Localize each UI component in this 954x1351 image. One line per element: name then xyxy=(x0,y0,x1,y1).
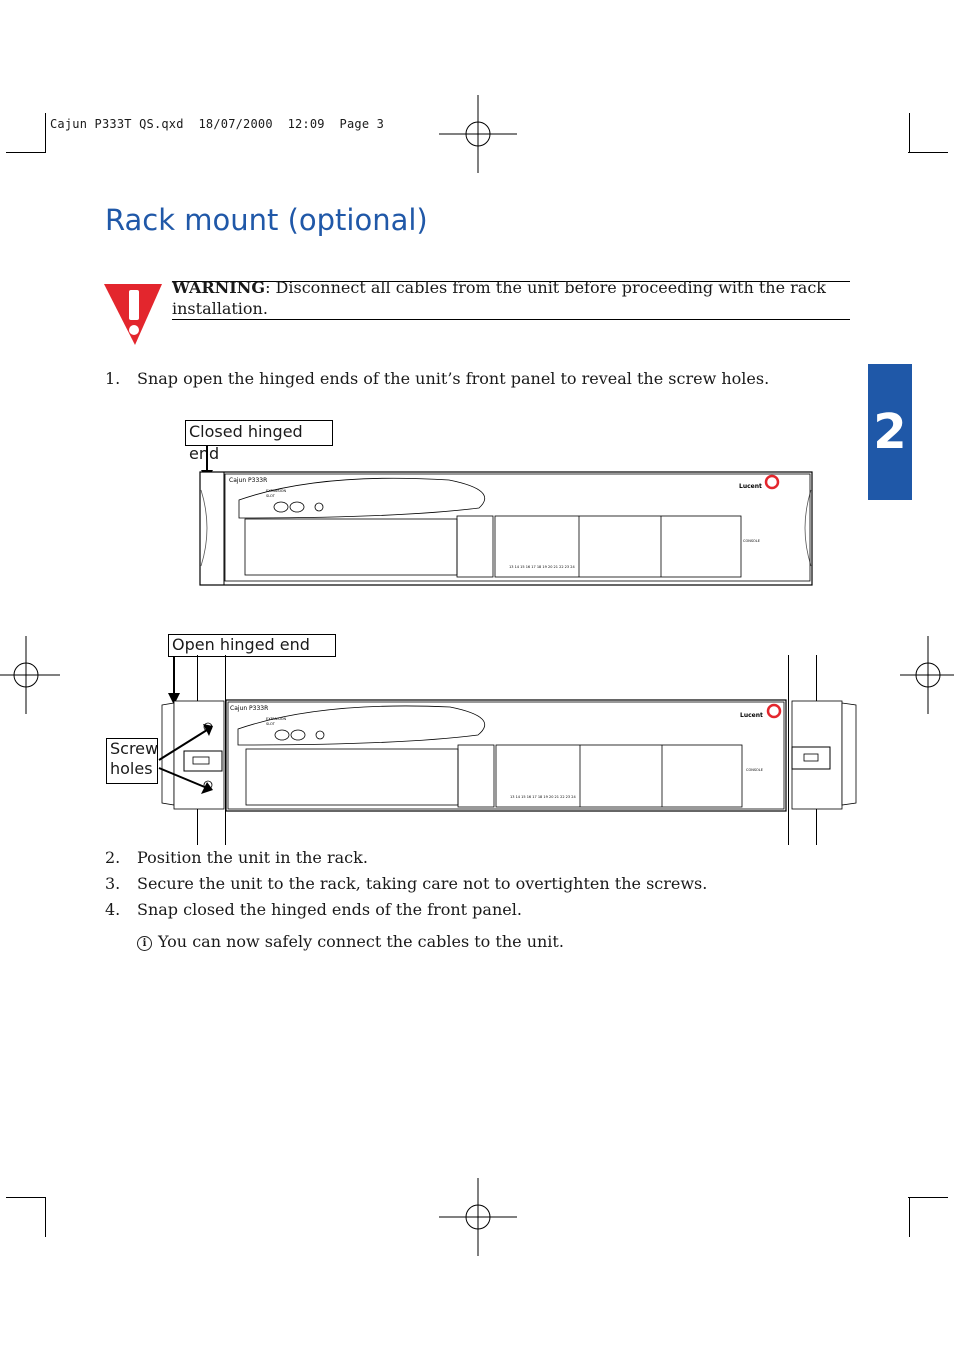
step-4 xyxy=(105,900,805,922)
crop-mark xyxy=(909,1197,910,1237)
warning-exclamation-icon xyxy=(104,280,162,346)
crop-mark xyxy=(45,113,46,153)
callout-screw-line2: holes xyxy=(110,759,153,778)
device-brand-label: Lucent xyxy=(740,712,763,719)
step-text: Snap open the hinged ends of the unit’s front panel to reveal the screw holes. xyxy=(137,369,770,388)
registration-mark-icon xyxy=(900,636,954,714)
svg-text:SLOT: SLOT xyxy=(266,722,275,726)
callout-screw-line1: Screw xyxy=(110,739,159,758)
file-header-line: Cajun P333T QS.qxd 18/07/2000 12:09 Page 3 xyxy=(50,117,385,131)
expansion-label: EXPANSION xyxy=(266,489,287,493)
callout-closed-hinged-end: Closed hinged end xyxy=(185,420,333,446)
svg-text:13 14 15 16 1: 13 14 15 16 17 18 19 20 21 22 23 24 xyxy=(509,565,575,569)
device-model-label: Cajun P333R xyxy=(230,705,269,712)
slot-label: SLOT xyxy=(266,494,275,498)
info-note xyxy=(137,932,564,952)
device-brand-label: Lucent xyxy=(739,483,762,490)
step-text: Position the unit in the rack. xyxy=(137,848,368,867)
registration-mark-icon xyxy=(439,95,517,173)
crop-mark xyxy=(6,1197,46,1198)
warning-bottom-rule xyxy=(172,319,850,320)
step-text: Secure the unit to the rack, taking care not to overtighten the screws. xyxy=(137,874,708,893)
svg-text:EXPANSION: EXPANSION xyxy=(266,717,287,721)
warning-text xyxy=(172,277,844,319)
callout-open-hinged-end: Open hinged end xyxy=(168,634,336,657)
console-label: CONSOLE xyxy=(743,539,760,543)
step-text: Snap closed the hinged ends of the front panel. xyxy=(137,900,522,919)
crop-mark xyxy=(909,113,910,153)
warning-body: : Disconnect all cables from the unit before proceeding with the rack installation. xyxy=(172,278,826,318)
screw-hole-arrows xyxy=(155,720,225,800)
registration-mark-icon xyxy=(0,636,60,714)
step-number: 1. xyxy=(105,369,121,388)
page-title: Rack mount (optional) xyxy=(105,203,428,237)
info-icon: i xyxy=(137,936,152,951)
device-model-label: Cajun P333R xyxy=(229,477,268,484)
crop-mark xyxy=(908,152,948,153)
device-front-panel-closed xyxy=(199,470,815,588)
svg-text:CONSOLE: CONSOLE xyxy=(746,768,763,772)
crop-mark xyxy=(908,1197,948,1198)
step-number: 3. xyxy=(105,874,121,893)
step-1 xyxy=(105,369,805,391)
crop-mark xyxy=(6,152,46,153)
device-front-panel-open xyxy=(160,695,860,817)
registration-mark-icon xyxy=(439,1178,517,1256)
step-3 xyxy=(105,874,805,896)
step-number: 2. xyxy=(105,848,121,867)
warning-label: WARNING xyxy=(172,278,266,297)
crop-mark xyxy=(45,1197,46,1237)
step-2 xyxy=(105,848,805,870)
chapter-tab: 2 xyxy=(868,364,912,500)
note-text: You can now safely connect the cables to the unit. xyxy=(158,932,564,951)
callout-screw-holes xyxy=(106,738,158,784)
step-number: 4. xyxy=(105,900,121,919)
svg-text:13 14 15 16 1: 13 14 15 16 17 18 19 20 21 22 23 24 xyxy=(510,795,576,799)
